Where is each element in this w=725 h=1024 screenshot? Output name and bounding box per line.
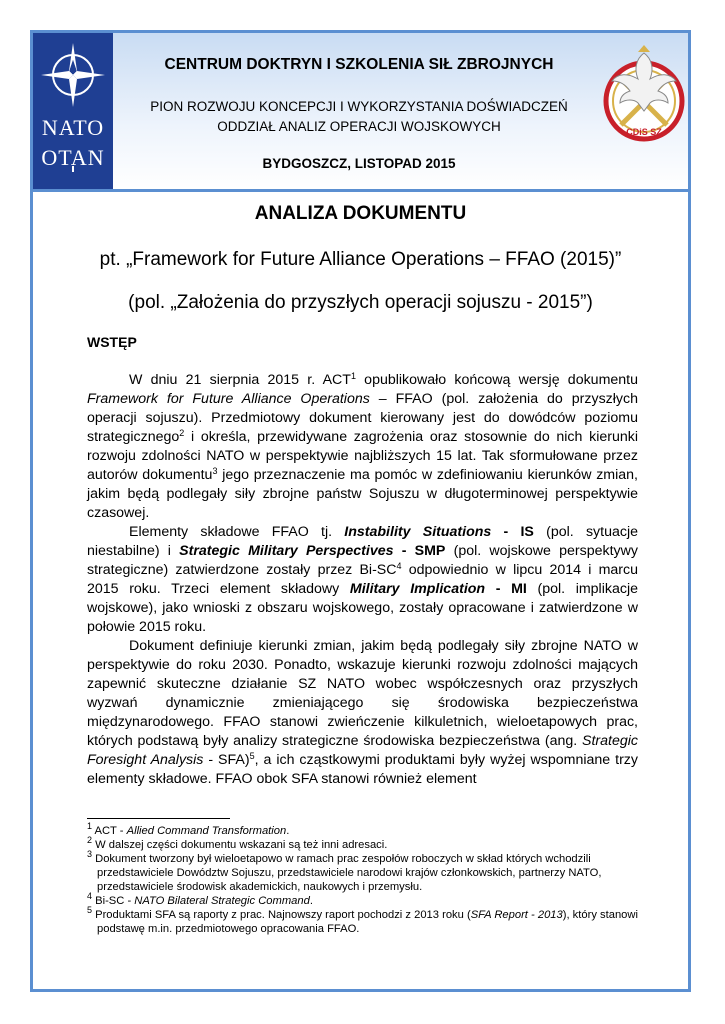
- text-run: Dokument definiuje kierunki zmian, jakim będą podlegały siły zbrojne NATO w perspektywie do roku 2030. Ponadto, wskazuje kierunki rozwoju zdolności mających zapewnić skuteczne działanie SZ NATO wobec współczesnych oraz przyszłych wyzwań dynamicznie zmieniającego się środowiska bezpieczeństwa międzynarodowego. FFAO stanowi zwieńczenie kilkuletnich, wieloetapowych prac, których podstawą były analizy strategiczne środowiska bezpieczeństwa (ang.: [87, 638, 638, 749]
- footnote-ref: 2: [179, 428, 185, 438]
- text-run: W dalszej części dokumentu wskazani są też inni adresaci.: [92, 839, 388, 851]
- document-title: ANALIZA DOKUMENTU: [254, 203, 467, 224]
- institution-name: CENTRUM DOKTRYN I SZKOLENIA SIŁ ZBROJNYCH: [164, 56, 554, 73]
- italic-run: NATO Bilateral Strategic Command: [134, 895, 310, 907]
- footnote-ref: 4: [396, 561, 402, 571]
- nato-compass-rose-icon: [39, 41, 107, 109]
- footnote-3: [87, 849, 640, 894]
- text-run: Elementy składowe FFAO tj.: [129, 524, 345, 540]
- text-run: , a ich cząstkowymi produktami były wyżej wspomniane trzy elementy składowe. FFAO obok SFA stanowi również element: [87, 752, 638, 787]
- italic-run: SFA Report - 2013: [470, 909, 563, 921]
- document-subtitle-polish: (pol. „Założenia do przyszłych operacji sojuszu - 2015”): [128, 292, 593, 313]
- footnote-4: [87, 891, 640, 908]
- text-run: ), który stanowi podstawę m.in. przedmiotowego opracowania FFAO.: [97, 909, 638, 935]
- paragraph-3: [87, 637, 638, 789]
- footnote-ref: 5: [249, 751, 255, 761]
- footnote-number: 3: [87, 849, 93, 859]
- footnote-number: 2: [87, 835, 93, 845]
- text-run: i określa, przewidywane zagrożenia oraz stosownie do nich kierunki rozwoju zdolności NATO w perspektywie najbliższych 15 lat. Tak sformułowane przez autorów dokumentu: [87, 429, 638, 483]
- text-run: ACT -: [92, 825, 127, 837]
- document-subtitle: pt. „Framework for Future Alliance Operations – FFAO (2015)”: [99, 249, 622, 270]
- text-run: - SFA): [203, 752, 250, 768]
- footnotes: [87, 821, 640, 936]
- footnote-ref: 1: [350, 371, 356, 381]
- paragraph-1: [87, 371, 638, 523]
- bold-italic-run: Strategic Military Perspectives: [179, 543, 394, 559]
- footnote-number: 1: [87, 821, 93, 831]
- italic-run: Allied Command Transformation: [126, 825, 287, 837]
- nato-logo: [33, 33, 113, 189]
- bold-italic-run: Military Implication: [349, 581, 486, 597]
- text-run: .: [309, 895, 313, 907]
- text-run: odpowiednio w lipcu 2014 i marcu 2015 roku. Trzeci element składowy: [87, 562, 638, 597]
- nato-logo-text-top: NATO: [41, 115, 105, 140]
- text-run: W dniu 21 sierpnia 2015 r. ACT: [129, 372, 351, 388]
- text-run: .: [286, 825, 290, 837]
- department-name: ODDZIAŁ ANALIZ OPERACJI WOJSKOWYCH: [217, 119, 501, 134]
- text-run: jego przeznaczenie ma pomóc w zdefiniowaniu kierunków zmian, jakim będą podlegały siły zbrojne państw Sojuszu w długoterminowej perspektywie czasowej.: [87, 467, 638, 521]
- bold-italic-run: Instability Situations: [344, 524, 492, 540]
- eagle-crest-icon: [603, 35, 685, 159]
- crest-text: CDiS SZ: [626, 127, 662, 137]
- division-name: PION ROZWOJU KONCEPCJI I WYKORZYSTANIA DOŚWIADCZEŃ: [150, 99, 568, 114]
- footnote-ref: 3: [212, 466, 218, 476]
- text-run: Dokument tworzony był wieloetapowo w ramach prac zespołów roboczych w skład których wchodzili przedstawiciele Dowództw Sojuszu, przedstawiciele narodowi krajów członkowskich, partnerzy NATO, przedstawiciele środowisk akademickich, naukowych i przemysłu.: [92, 853, 602, 893]
- footnote-1: [87, 821, 640, 838]
- footnote-number: 5: [87, 905, 93, 915]
- text-run: Produktami SFA są raporty z prac. Najnowszy raport pochodzi z 2013 roku (: [92, 909, 471, 921]
- section-heading: WSTĘP: [87, 334, 137, 350]
- nato-logo-text-bottom: OTAN: [41, 145, 105, 170]
- bold-run: - MI: [485, 581, 527, 597]
- place-date: BYDGOSZCZ, LISTOPAD 2015: [262, 156, 456, 171]
- italic-run: Framework for Future Alliance Operations: [87, 391, 370, 407]
- footnote-5: [87, 905, 640, 936]
- footnote-separator: [87, 818, 230, 819]
- text-run: (pol. implikacje wojskowe), jako wnioski z obszaru wojskowego, zostały opracowane i zatwierdzone w połowie 2015 roku.: [87, 581, 638, 635]
- bold-run: - SMP: [393, 543, 446, 559]
- footnote-2: [87, 835, 640, 852]
- bold-run: - IS: [491, 524, 534, 540]
- paragraph-2: [87, 523, 638, 637]
- footnote-number: 4: [87, 891, 93, 901]
- text-run: (pol. sytuacje niestabilne) i: [87, 524, 639, 559]
- text-run: (pol. wojskowe perspektywy strategiczne) zatwierdzone zostały przez Bi-SC: [87, 543, 638, 578]
- text-run: opublikowało końcową wersję dokumentu: [355, 372, 639, 388]
- text-run: – FFAO (pol. założenia do przyszłych operacji sojuszu). Przedmiotowy dokument kierowany jest do dowódców poziomu strategicznego: [87, 391, 638, 445]
- text-run: Bi-SC -: [92, 895, 135, 907]
- body-text: [87, 371, 638, 789]
- italic-run: Strategic Foresight Analysis: [87, 733, 638, 768]
